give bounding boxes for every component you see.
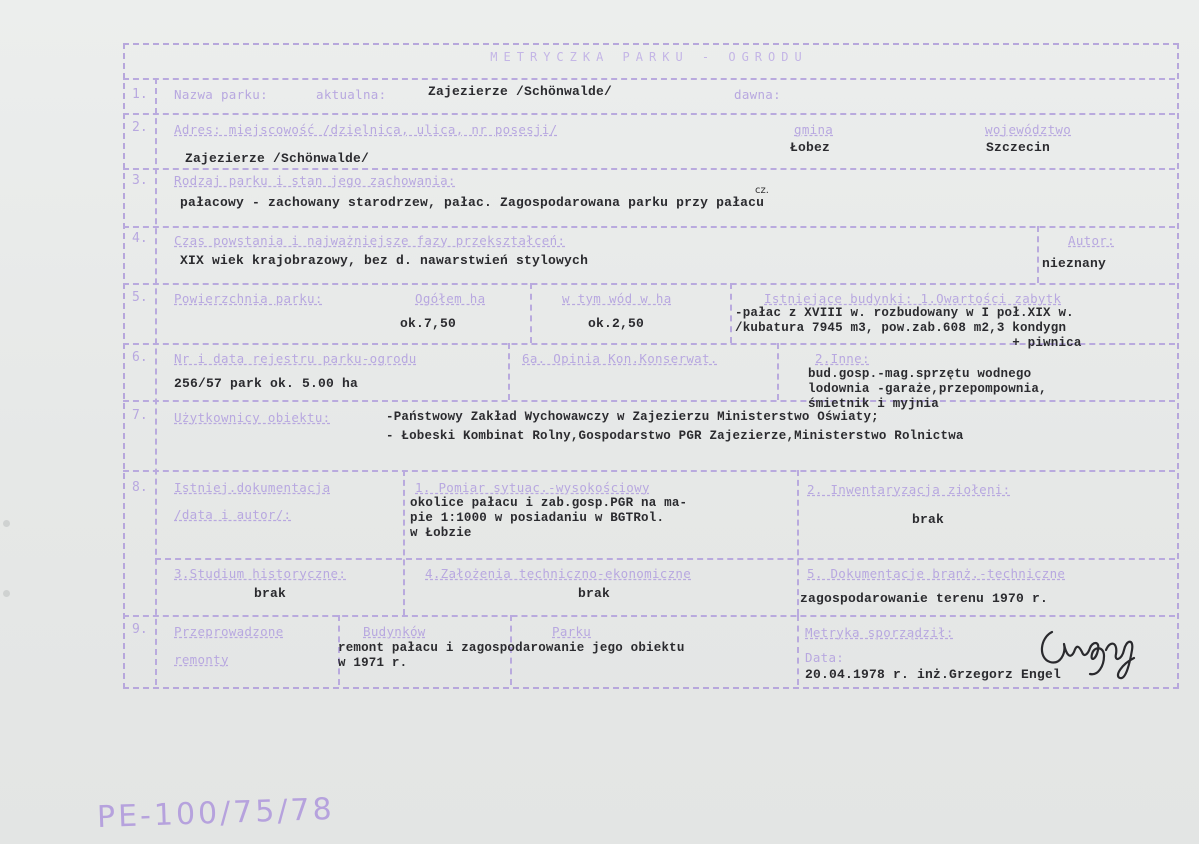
other-buildings-value: bud.gosp.-mag.sprzętu wodnego lodownia -garaże,przepompownia, śmietnik i myjnia <box>808 367 1047 411</box>
park-renov-label: Parku <box>552 624 592 639</box>
gmina-label: gmina <box>794 122 834 137</box>
park-type-value: pałacowy - zachowany starodrzew, pałac. Zagospodarowana parku przy pałacu <box>180 195 765 210</box>
creation-period-value: XIX wiek krajobrazowy, bez d. nawarstwień stylowych <box>180 253 589 268</box>
history-study-label: 3.Studium historyczne: <box>174 566 347 581</box>
register-label: Nr i data rejestru parku-ogrodu <box>174 351 417 366</box>
survey-label: 1. Pomiar sytuac.-wysokościowy <box>415 480 650 495</box>
row-divider <box>123 283 1175 285</box>
water-area-label: w tym wód w ha <box>562 291 672 306</box>
tech-econ-value: brak <box>578 586 611 601</box>
row-number: 8. <box>132 480 148 495</box>
row-divider <box>123 226 1175 228</box>
row-divider <box>123 113 1175 115</box>
row-divider <box>155 558 1175 560</box>
row-number: 4. <box>132 231 148 246</box>
water-area-value: ok.2,50 <box>588 316 645 331</box>
row-number: 5. <box>132 290 148 305</box>
cell-divider <box>403 470 405 615</box>
current-name-label: aktualna: <box>316 87 387 102</box>
row-divider <box>123 615 1175 617</box>
buildings-value: -pałac z XVIII w. rozbudowany w I poł.XIX w. /kubatura 7945 m3, pow.zab.608 m2,3 kondygn + piwnica <box>735 306 1082 350</box>
register-value: 256/57 park ok. 5.00 ha <box>174 376 359 391</box>
date-author-value: 20.04.1978 r. inż.Grzegorz Engel <box>805 667 1062 682</box>
row-number: 6. <box>132 350 148 365</box>
form-title: METRYCZKA PARKU - OGRODU <box>490 50 808 64</box>
park-type-label: Rodzaj parku i stan jego zachowania: <box>174 173 456 188</box>
row-divider <box>123 470 1175 472</box>
tech-econ-label: 4.Założenia techniczno-ekonomiczne <box>425 566 692 581</box>
row-number: 7. <box>132 408 148 423</box>
punch-hole <box>3 590 10 597</box>
row-divider <box>123 78 1175 80</box>
inventory-value: brak <box>912 512 945 527</box>
renovations-value: remont pałacu i zagospodarowanie jego obiektu w 1971 r. <box>338 641 685 670</box>
renovations-label: Przeprowadzone <box>174 624 284 639</box>
documentation-label: Istniej.dokumentacja <box>174 480 331 495</box>
other-buildings-label: 2.Inne: <box>815 351 870 366</box>
correction-mark: cz. <box>755 185 769 196</box>
voivodeship-label: województwo <box>985 122 1072 137</box>
row-divider <box>123 168 1175 170</box>
total-area-value: ok.7,50 <box>400 316 457 331</box>
address-label: Adres: miejscowość /dzielnica, ulica, nr posesji/ <box>174 122 558 137</box>
area-label: Powierzchnia parku: <box>174 291 323 306</box>
punch-hole <box>3 520 10 527</box>
renovations-sublabel: remonty <box>174 652 229 667</box>
users-value-line2: - Łobeski Kombinat Rolny,Gospodarstwo PGR Zajezierze,Ministerstwo Rolnictwa <box>386 429 964 443</box>
inventory-label: 2. Inwentaryzacja ziołeni: <box>807 482 1011 497</box>
park-name-label: Nazwa parku: <box>174 87 268 102</box>
branch-docs-value: zagospodarowanie terenu 1970 r. <box>800 591 1049 606</box>
buildings-renov-label: Budynków <box>363 624 426 639</box>
row-number: 2. <box>132 120 148 135</box>
users-value-line1: -Państwowy Zakład Wychowawczy w Zajezierzu Ministerstwo Oświaty; <box>386 410 879 424</box>
branch-docs-label: 5. Dokumentacje branż.-techniczne <box>807 566 1066 581</box>
author-label: Autor: <box>1068 233 1115 248</box>
gmina-value: Łobez <box>790 140 831 155</box>
prepared-by-label: Metryka sporządził: <box>805 625 954 640</box>
survey-value: okolice pałacu i zab.gosp.PGR na ma- pie 1:1000 w posiadaniu w BGTRol. w Łobzie <box>410 496 688 540</box>
date-label: Data: <box>805 650 845 665</box>
cell-divider <box>530 283 532 343</box>
cell-divider <box>1037 226 1039 283</box>
row-number: 1. <box>132 87 148 102</box>
author-value: nieznany <box>1042 256 1107 271</box>
conservator-opinion-label: 6a. Opinia Kon.Konserwat. <box>522 351 718 366</box>
address-value: Zajezierze /Schönwalde/ <box>185 151 370 166</box>
cell-divider <box>508 343 510 400</box>
total-area-label: Ogółem ha <box>415 291 486 306</box>
row-number: 9. <box>132 622 148 637</box>
row-number: 3. <box>132 173 148 188</box>
voivodeship-value: Szczecin <box>986 140 1051 155</box>
documentation-sublabel: /data i autor/: <box>174 507 292 522</box>
cell-divider <box>797 615 799 685</box>
creation-period-label: Czas powstania i najważniejsze fazy przekształceń: <box>174 233 566 248</box>
current-name-value: Zajezierze /Schönwalde/ <box>428 84 613 99</box>
history-study-value: brak <box>254 586 287 601</box>
signature-image <box>1030 610 1160 690</box>
former-name-label: dawna: <box>734 87 781 102</box>
cell-divider <box>777 343 779 400</box>
number-column-divider <box>155 78 157 685</box>
handwritten-reference: PE-100/75/78 <box>96 791 336 836</box>
cell-divider <box>797 470 799 615</box>
cell-divider <box>730 283 732 343</box>
buildings-label: Istniejące budynki: 1.Owartości zabytk <box>764 291 1062 306</box>
users-label: Użytkownicy obiektu: <box>174 410 331 425</box>
